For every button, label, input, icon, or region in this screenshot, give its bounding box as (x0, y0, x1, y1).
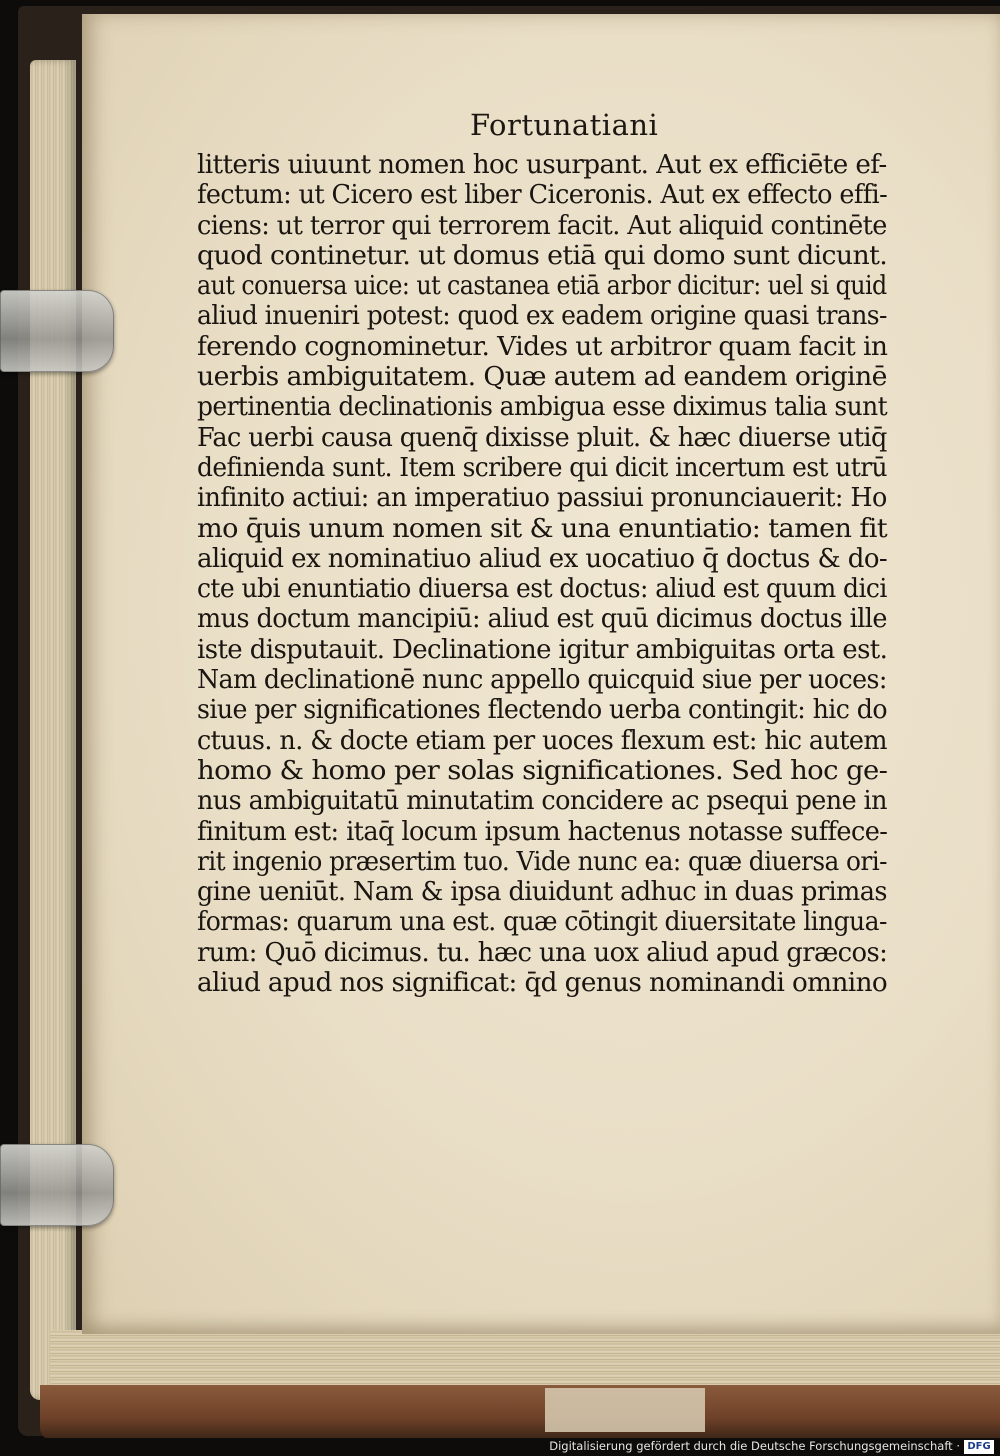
text-line: nus ambiguitatū minutatim concidere ac psequi pene in (197, 786, 887, 817)
text-line: quod continetur. ut domus etiā qui domo sunt dicunt. (197, 240, 888, 271)
text-line: aut conuersa uice: ut castanea etiā arbor dicitur: uel si quid (197, 271, 887, 302)
text-line: formas: quarum una est. quæ cōtingit diuersitate lingua- (197, 907, 887, 938)
running-head: Fortunatiani (470, 108, 659, 142)
text-line: Fac uerbi causa quenq̄ dixisse pluit. & hæc diuerse utiq̄ (197, 422, 887, 453)
text-line: cte ubi enuntiatio diuersa est doctus: aliud est quum dici (197, 574, 887, 605)
text-line: definienda sunt. Item scribere qui dicit incertum est utrū (197, 452, 887, 483)
text-line: rit ingenio præsertim tuo. Vide nunc ea: quæ diuersa ori- (197, 846, 887, 877)
text-line: aliquid ex nominatiuo aliud ex uocatiuo q̄ doctus & do- (197, 543, 888, 574)
footer-credit: Digitalisierung gefördert durch die Deutsche Forschungsgemeinschaft · (549, 1439, 960, 1453)
text-line: litteris uiuunt nomen hoc usurpant. Aut ex efficiēte ef- (197, 150, 887, 180)
text-line: ferendo cognominetur. Vides ut arbitror quam facit in (197, 331, 888, 362)
leather-binding (40, 1385, 1000, 1440)
text-line: iste disputauit. Declinatione igitur ambiguitas orta est. (197, 634, 888, 665)
text-line: gine ueniūt. Nam & ipsa diuidunt adhuc in duas primas (197, 877, 887, 908)
text-line: aliud inueniri potest: quod ex eadem origine quasi trans- (197, 301, 887, 332)
page-clip-lower (0, 1144, 114, 1226)
text-block (197, 150, 887, 998)
text-line: pertinentia declinationis ambigua esse diximus talia sunt (197, 392, 888, 423)
text-line: Nam declinationē nunc appello quicquid siue per uoces: (197, 665, 887, 696)
dfg-logo: DFG (964, 1440, 994, 1454)
text-line: ciens: ut terror qui terrorem facit. Aut aliquid continēte (197, 210, 887, 241)
text-line: ctuus. n. & docte etiam per uoces flexum est: hic autem (197, 725, 887, 756)
page-clip-upper (0, 290, 114, 372)
text-line: homo & homo per solas significationes. Sed hoc ge- (197, 755, 888, 786)
text-line: mo q̄uis unum nomen sit & una enuntiatio: tamen fit (197, 513, 888, 544)
page-stack-bottom (50, 1330, 1000, 1392)
text-line: rum: Quō dicimus. tu. hæc una uox aliud apud græcos: (197, 937, 888, 968)
binding-label (545, 1388, 705, 1432)
text-line: mus doctum mancipiū: aliud est quū dicimus doctus ille (197, 604, 887, 635)
text-line: siue per significationes flectendo uerba contingit: hic do (197, 695, 887, 726)
text-line: aliud apud nos significat: q̄d genus nominandi omnino (197, 968, 888, 999)
text-line: fectum: ut Cicero est liber Ciceronis. Aut ex effecto effi- (197, 180, 888, 211)
text-line: infinito actiui: an imperatiuo passiui pronunciauerit: Ho (197, 483, 887, 514)
text-line: uerbis ambiguitatem. Quæ autem ad eandem originē (197, 362, 887, 393)
text-line: finitum est: itaq̄ locum ipsum hactenus notasse suffece- (197, 816, 888, 847)
